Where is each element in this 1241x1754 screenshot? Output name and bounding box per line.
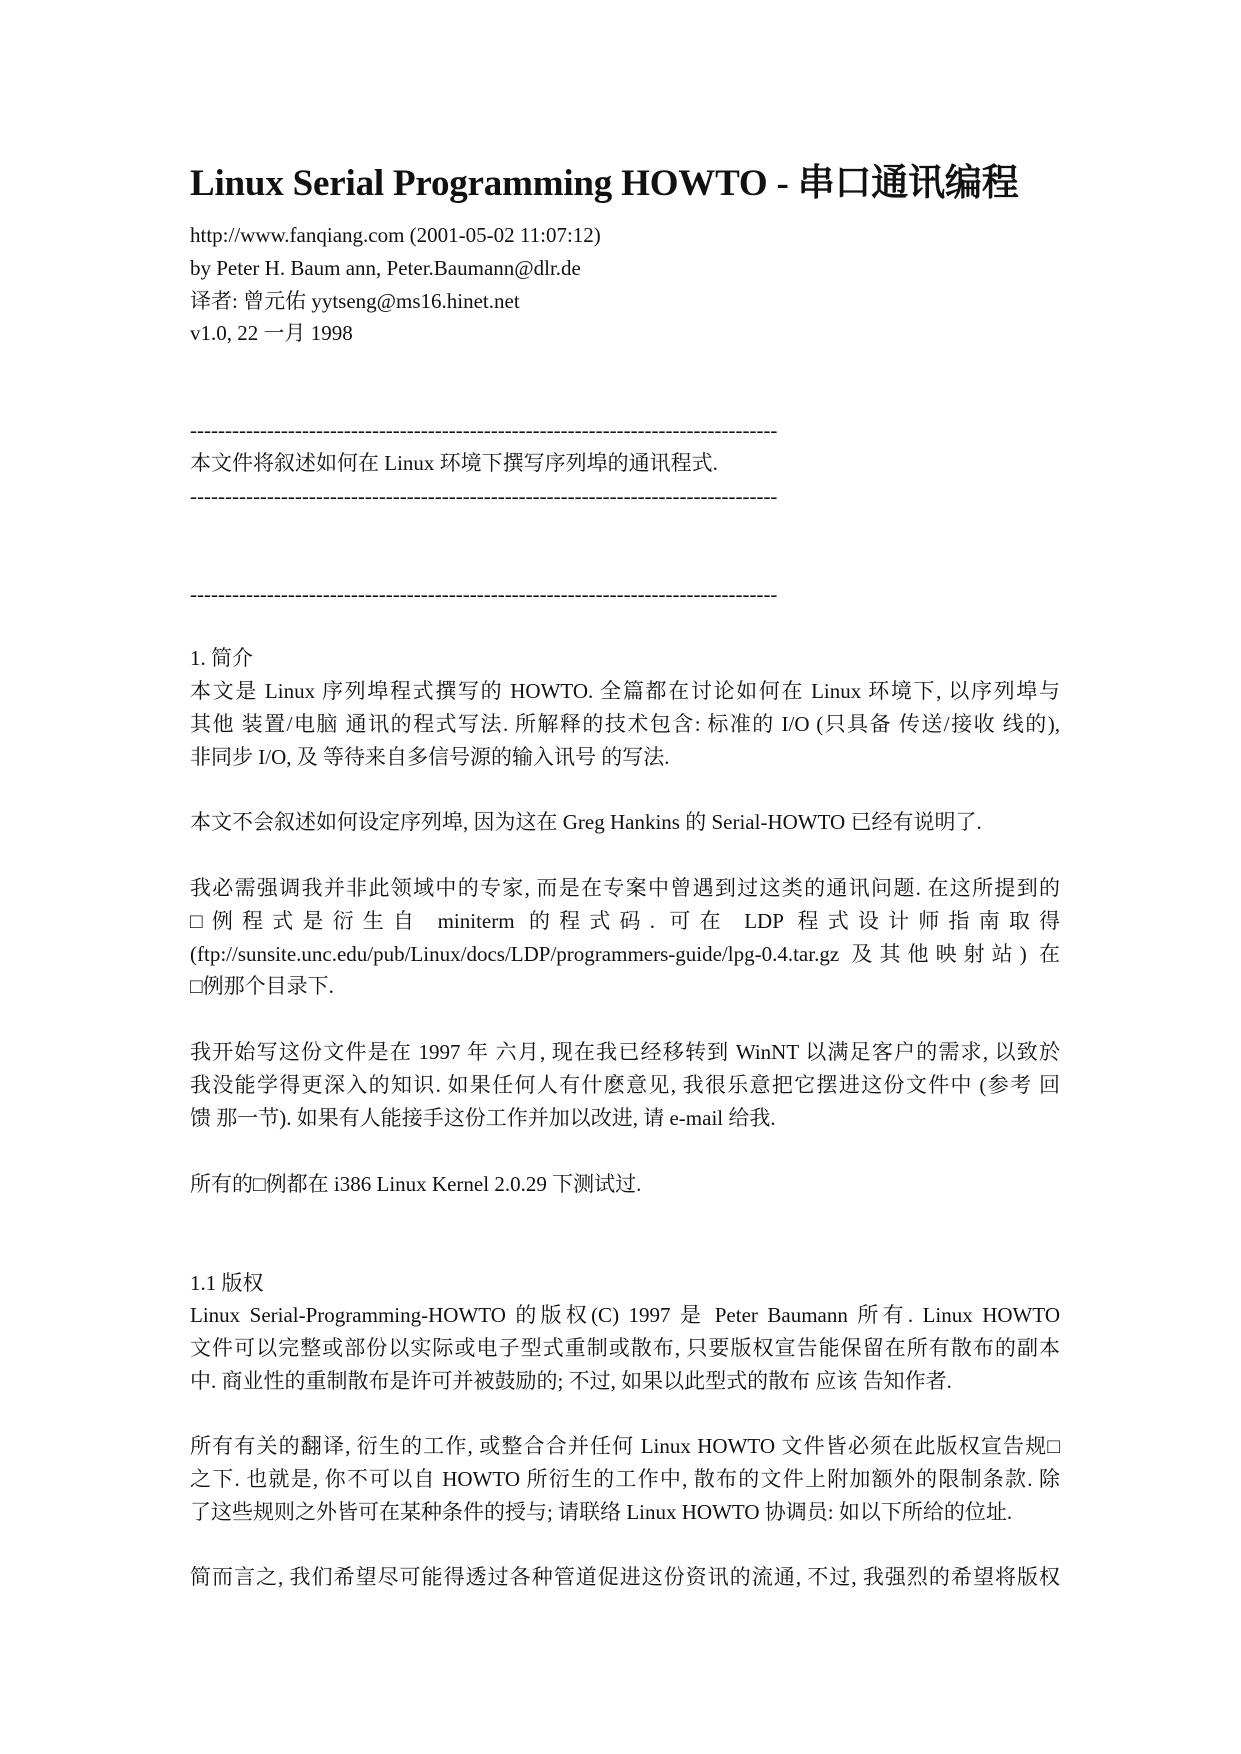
paragraph-line: 本文是 Linux 序列埠程式撰写的 HOWTO. 全篇都在讨论如何在 Linux 环境下, 以序列埠与 <box>190 679 1060 703</box>
separator: ------------------------------------------------------------------------------------ <box>190 582 778 606</box>
paragraph-line: 非同步 I/O, 及 等待来自多信号源的输入讯号 的写法. <box>190 744 670 769</box>
paragraph-line: 本文不会叙述如何设定序列埠, 因为这在 Greg Hankins 的 Serial-HOWTO 已经有说明了. <box>190 810 982 834</box>
paragraph <box>190 675 1060 773</box>
paragraph <box>190 1299 1060 1397</box>
paragraph <box>190 806 1060 839</box>
source-url-line: http://www.fanqiang.com (2001-05-02 11:07:12) <box>190 223 601 247</box>
paragraph-line: 我开始写这份文件是在 1997 年 六月, 现在我已经移转到 WinNT 以满足客户的需求, 以致於 <box>190 1040 1060 1064</box>
document-title: Linux Serial Programming HOWTO - 串口通讯编程 <box>190 163 1019 204</box>
paragraph-line: 之下. 也就是, 你不可以自 HOWTO 所衍生的工作中, 散布的文件上附加额外的限制条款. 除 <box>190 1466 1060 1491</box>
separator-block <box>190 578 1060 611</box>
paragraph-line: 简而言之, 我们希望尽可能得透过各种管道促进这份资讯的流通, 不过, 我强烈的希望将版权 <box>190 1565 1060 1589</box>
paragraph <box>190 1561 1060 1594</box>
separator: ------------------------------------------------------------------------------------ <box>190 483 778 508</box>
paragraph <box>190 872 1060 1003</box>
section-heading <box>190 642 1060 675</box>
paragraph <box>190 1430 1060 1528</box>
document-meta <box>190 219 1060 350</box>
paragraph-line: □例程式是衍生自 miniterm 的程式码. 可在 LDP 程式设计师指南取得 <box>190 908 1060 933</box>
translator-line: 译者: 曾元佑 yytseng@ms16.hinet.net <box>190 288 520 313</box>
paragraph <box>190 1168 1060 1201</box>
section-heading <box>190 1267 1060 1300</box>
paragraph-line: 中. 商业性的重制散布是许可并被鼓励的; 不过, 如果以此型式的散布 应该 告知作者. <box>190 1368 952 1393</box>
summary-box <box>190 414 1060 512</box>
section-heading-text: 1.1 版权 <box>190 1271 264 1295</box>
paragraph-line: 所有的□例都在 i386 Linux Kernel 2.0.29 下测试过. <box>190 1172 642 1196</box>
summary-text: 本文件将叙述如何在 Linux 环境下撰写序列埠的通讯程式. <box>190 450 718 475</box>
paragraph-line: 其他 装置/电脑 通讯的程式写法. 所解释的技术包含: 标准的 I/O (只具备 传送/接收 线的), <box>190 711 1060 736</box>
paragraph-line: □例那个目录下. <box>190 974 334 999</box>
paragraph-line: 馈 那一节). 如果有人能接手这份工作并加以改进, 请 e-mail 给我. <box>190 1105 776 1130</box>
version-line: v1.0, 22 一月 1998 <box>190 321 353 346</box>
author-line: by Peter H. Baum ann, Peter.Baumann@dlr.de <box>190 255 581 280</box>
paragraph-line: 了这些规则之外皆可在某种条件的授与; 请联络 Linux HOWTO 协调员: 如以下所给的位址. <box>190 1499 1013 1524</box>
paragraph-line: (ftp://sunsite.unc.edu/pub/Linux/docs/LDP/programmers-guide/lpg-0.4.tar.gz 及其他映射站) 在 <box>190 941 1060 966</box>
paragraph-line: 文件可以完整或部份以实际或电子型式重制或散布, 只要版权宣告能保留在所有散布的副本 <box>190 1335 1060 1360</box>
section-heading-text: 1. 简介 <box>190 646 253 670</box>
paragraph <box>190 1036 1060 1134</box>
separator: ------------------------------------------------------------------------------------ <box>190 418 778 442</box>
paragraph-line: 我没能学得更深入的知识. 如果任何人有什麽意见, 我很乐意把它摆进这份文件中 (参考 回 <box>190 1072 1060 1097</box>
paragraph-line: 我必需强调我并非此领域中的专家, 而是在专案中曾遇到过这类的通讯问题. 在这所提到的 <box>190 876 1060 900</box>
paragraph-line: Linux Serial-Programming-HOWTO 的版权(C) 1997 是 Peter Baumann 所有. Linux HOWTO <box>190 1303 1060 1327</box>
paragraph-line: 所有有关的翻译, 衍生的工作, 或整合合并任何 Linux HOWTO 文件皆必须在此版权宣告规□ <box>190 1434 1060 1458</box>
